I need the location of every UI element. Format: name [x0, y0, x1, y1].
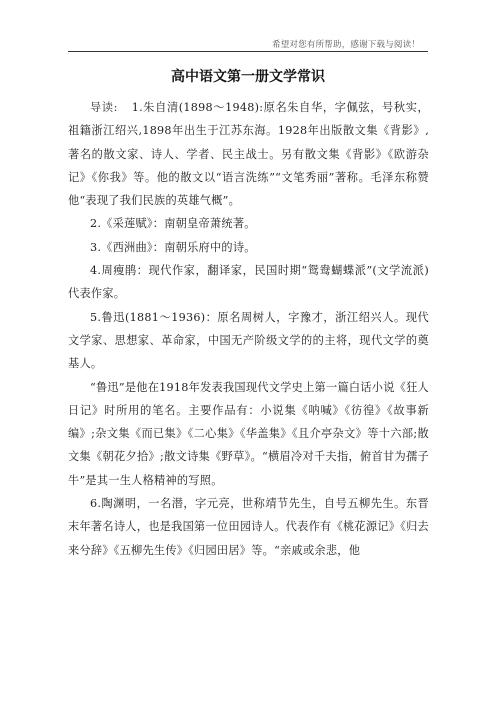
paragraph-2: 2.《采莲赋》：南朝皇帝萧统著。 — [90, 217, 256, 231]
paragraph-5: 5.鲁迅(1881～1936)：原名周树人，字豫才，浙江绍兴人。现代文学家、思想家、革命家，中国无产阶级文学的的主将，现代文学的奠基人。 — [68, 310, 429, 371]
intro-label: 导读: — [90, 101, 118, 114]
paragraph-6: “鲁迅”是他在1918年发表我国现代文学史上第一篇白话小说《狂人日记》时所用的笔名。主要作品有：小说集《呐喊》《彷徨》《故事新编》;杂文集《而已集》《二心集》《华盖集》《且介亭杂文》等十六部;散文集《朝花夕拾》;散文诗集《野草》。“横眉冷对千夫指，俯首甘为孺子牛”是其一生人格精神的写照。 — [68, 380, 429, 487]
header-note: 希望对您有所帮助，感谢下载与阅读！ — [272, 40, 420, 50]
paragraph-7: 6.陶渊明，一名潜，字元亮，世称靖节先生，自号五柳先生。东晋末年著名诗人，也是我国第一位田园诗人。代表作有《桃花源记》《归去来兮辞》《五柳先生传》《归园田居》等。“亲戚或余悲，他 — [68, 497, 429, 557]
paragraph-4: 4.周瘦鹃：现代作家，翻译家，民国时期“鸳鸯蝴蝶派”(文学流派)代表作家。 — [68, 264, 429, 301]
header-divider — [68, 51, 428, 52]
document-title: 高中语文第一册文学常识 — [171, 69, 325, 85]
document-body — [68, 96, 429, 562]
paragraph-1 — [68, 96, 429, 212]
paragraph-1-text: 1.朱自清(1898～1948):原名朱自华，字佩弦，号秋实，祖籍浙江绍兴,1898年出生于江苏东海。1928年出版散文集《背影》,著名的散文家、诗人、学者、民主战士。另有散文集《背影》《欧游杂记》《你我》等。他的散文以“语言洗练”“文笔秀丽”著称。毛泽东称赞他“表现了我们民族的英雄气概”。 — [68, 101, 429, 208]
paragraph-3: 3.《西洲曲》：南朝乐府中的诗。 — [90, 240, 256, 254]
